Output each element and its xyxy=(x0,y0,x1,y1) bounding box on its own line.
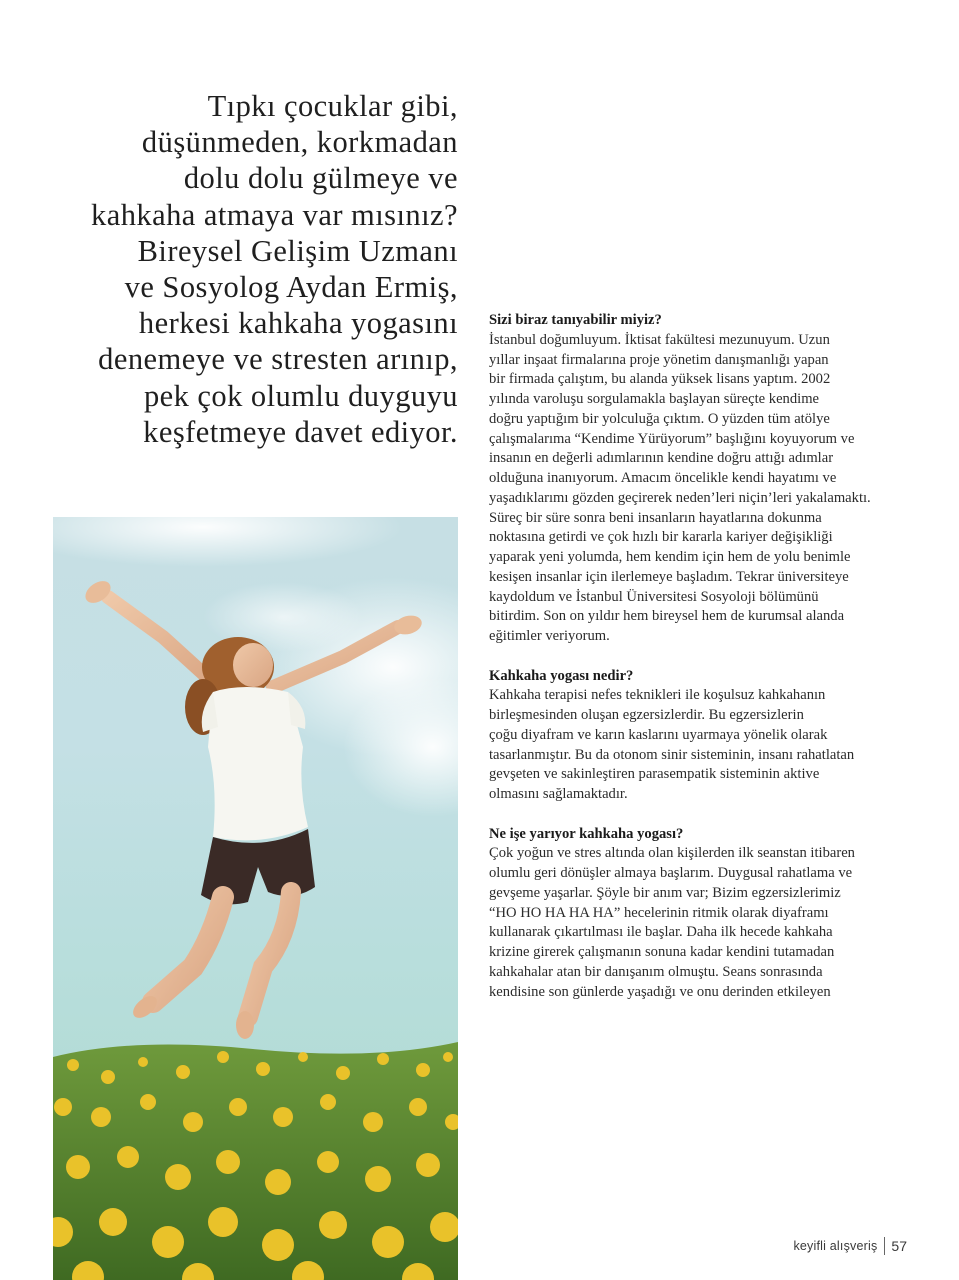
paragraph-line: eğitimler veriyorum. xyxy=(489,628,610,644)
photo-woman-jumping-in-meadow xyxy=(53,517,458,1280)
paragraph-line: yaparak yeni yolumda, hem kendim için hem de yolu benimle xyxy=(489,549,851,565)
paragraph-line: olmasını sağlamaktadır. xyxy=(489,786,628,802)
pull-quote xyxy=(40,88,458,450)
footer-divider xyxy=(884,1237,885,1255)
paragraph-line: çalışmalarıma “Kendime Yürüyorum” başlığını koyuyorum ve xyxy=(489,430,855,447)
paragraph-line: Çok yoğun ve stres altında olan kişilerden ilk seanstan itibaren xyxy=(489,845,855,862)
paragraph-line: “HO HO HA HA HA” hecelerinin ritmik olarak diyaframı xyxy=(489,904,829,921)
paragraph-line: birleşmesinden oluşan egzersizlerdir. Bu egzersizlerin xyxy=(489,707,804,723)
section-paragraph xyxy=(489,844,914,1002)
pull-quote-line: kahkaha atmaya var mısınız? xyxy=(91,197,458,232)
paragraph-line: yaşadıklarımı gözden geçirerek neden’leri niçin’leri yakalamaktı. xyxy=(489,489,871,506)
section-paragraph xyxy=(489,331,914,647)
pull-quote-line: dolu dolu gülmeye ve xyxy=(183,161,458,196)
paragraph-line: olduğuna inanıyorum. Amacım öncelikle kendi hayatımı ve xyxy=(489,470,837,486)
paragraph-line: İstanbul doğumluyum. İktisat fakültesi mezunuyum. Uzun xyxy=(489,331,830,348)
paragraph-line: insanın en değerli adımlarının kendine doğru attığı adımlar xyxy=(489,450,834,467)
paragraph-line: kendisine son günlerde yaşadığı ve onu derinden etkileyen xyxy=(489,983,831,1000)
pull-quote-line: keşfetmeye davet ediyor. xyxy=(143,414,458,449)
paragraph-line: yılında varoluşu sorgulamakla başlayan süreçte kendime xyxy=(489,391,820,407)
pull-quote-line: Bireysel Gelişim Uzmanı xyxy=(137,233,458,268)
paragraph-line: doğru yaptığım bir yolculuğa çıktım. O yüzden tüm atölye xyxy=(489,410,830,427)
section-heading: Ne işe yarıyor kahkaha yogası? xyxy=(489,825,684,842)
paragraph-line: tasarlanmıştır. Bu da otonom sinir sisteminin, insanı rahatlatan xyxy=(489,746,855,763)
pull-quote-line: Tıpkı çocuklar gibi, xyxy=(207,89,458,123)
paragraph-line: yıllar inşaat firmalarına proje yönetim danışmanlığı yapan xyxy=(489,351,829,368)
page-number: 57 xyxy=(891,1238,907,1254)
pull-quote-line: pek çok olumlu duyguyu xyxy=(143,378,458,413)
section-heading: Sizi biraz tanıyabilir miyiz? xyxy=(489,312,662,328)
pull-quote-line: denemeye ve stresten arınıp, xyxy=(98,342,458,377)
paragraph-line: kahkahalar atan bir danışanım olmuştu. Seans sonrasında xyxy=(489,963,823,980)
section-paragraph xyxy=(489,686,914,805)
paragraph-line: gevşeme yaşarlar. Şöyle bir anım var; Bizim egzersizlerimiz xyxy=(489,884,841,901)
pull-quote-line: ve Sosyolog Aydan Ermiş, xyxy=(124,270,458,305)
paragraph-line: gevşeten ve sakinleştiren parasempatik sisteminin aktive xyxy=(489,766,820,783)
paragraph-line: olumlu geri dönüşler almaya başlarım. Duygusal rahatlama ve xyxy=(489,865,853,881)
pull-quote-line: herkesi kahkaha yogasını xyxy=(138,306,458,341)
section-heading: Kahkaha yogası nedir? xyxy=(489,667,634,684)
paragraph-line: noktasına getirdi ve çok hızlı bir kararla kariyer değişikliği xyxy=(489,529,833,546)
paragraph-line: Kahkaha terapisi nefes teknikleri ile koşulsuz kahkahanın xyxy=(489,687,826,704)
page-footer xyxy=(793,1236,907,1256)
paragraph-line: kesişen insanlar için ilerlemeye başladım. Tekrar üniversiteye xyxy=(489,568,849,585)
paragraph-line: krizine girerek çalışmanın sonuna kadar kendini tutamadan xyxy=(489,944,835,960)
magazine-name: keyifli alışveriş xyxy=(793,1239,878,1253)
article-body xyxy=(489,311,914,1022)
paragraph-line: bir firmada çalıştım, bu alanda yüksek lisans yaptım. 2002 xyxy=(489,371,831,388)
paragraph-line: kaydoldum ve İstanbul Üniversitesi Sosyoloji bölümünü xyxy=(489,588,819,605)
paragraph-line: çoğu diyafram ve karın kaslarını uyarmaya yönelik olarak xyxy=(489,726,828,743)
paragraph-line: kullanarak çıkartılması ile başlar. Daha ilk hecede kahkaha xyxy=(489,924,833,941)
pull-quote-line: düşünmeden, korkmadan xyxy=(141,125,458,160)
paragraph-line: bitirdim. Son on yıldır hem bireysel hem de kurumsal alanda xyxy=(489,608,845,625)
paragraph-line: Süreç bir süre sonra beni insanların hayatlarına dokunma xyxy=(489,509,822,526)
